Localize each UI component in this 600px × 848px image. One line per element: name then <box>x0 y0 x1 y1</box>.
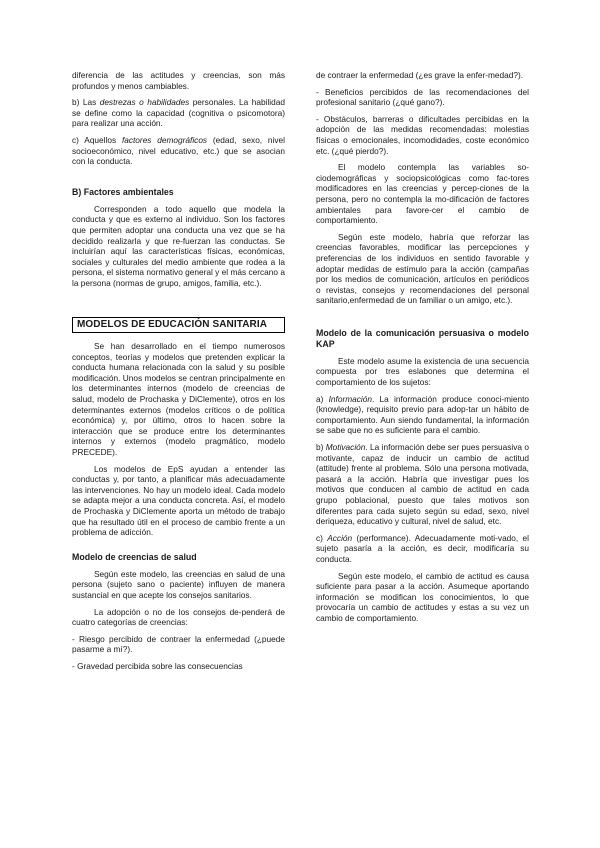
subheading-modelo-kap: Modelo de la comunicación persuasiva o modelo KAP <box>316 327 529 349</box>
paragraph: b) Las destrezas o habilidades personales. La habilidad se define como la capacidad (cognitiva o psicomotora) para realizar una acción. <box>72 97 285 129</box>
paragraph: Según este modelo, las creencias en salud de una persona (sujeto sano o paciente) influyen de manera sustancial en que acepte los consejos sanitarios. <box>72 568 285 600</box>
paragraph: diferencia de las actitudes y creencias, son más profundos y menos cambiables. <box>72 70 285 91</box>
list-item: - Gravedad percibida sobre las consecuencias <box>72 660 243 671</box>
paragraph: Corresponden a todo aquello que modela la conducta y que es externo al individuo. Son los factores que permiten adoptar una conducta una vez que se ha decidido realizarla y que re-fuerzan las conductas. Se incluirían aquí las características físicas, económicas, sociales y culturales del medio ambiente que rodea a la persona, el sistema normativo general y el más cercano a la persona (normas de grupo, amigos, familia, etc.). <box>72 203 285 288</box>
paragraph: Según este modelo, habría que reforzar las creencias favorables, modificar las percepciones y preferencias de los individuos en sentido favorable y adoptar medidas de estímulo para la acción (campañas por los medios de comunicación, artículos en periódicos o revistas, consejos y recomendaciones del personal sanitario,enfermedad de un familiar o un amigo, etc.). <box>316 231 529 306</box>
paragraph: b) Motivación. La información debe ser pues persuasiva o motivante, capaz de inducir un cambio de actitud (attitude) frente al problema. Sólo una persona motivada, pasará a la acción. Habría que investigar pues los motivos que conducen al cambio de actitud en cada grupo poblacional, puesto que tales motivos son diferentes para cada sujeto según su edad, sexo, nivel deriqueza, educativo y cultural, nivel de salud, etc. <box>316 442 529 527</box>
paragraph: Este modelo asume la existencia de una secuencia compuesta por tres eslabones que determina el comportamiento de los sujetos: <box>316 355 529 388</box>
paragraph: Según este modelo, el cambio de actitud es causa suficiente para pasar a la acción. Asumeque aportando información se modifican los conocimientos, lo que provocaría un cambio de actitudes y estas a su vez un cambio de comportamiento. <box>316 570 529 623</box>
left-column <box>72 70 285 678</box>
subheading-creencias-salud: Modelo de creencias de salud <box>72 551 197 562</box>
paragraph: La adopción o no de los consejos de-penderá de cuatro categorías de creencias: <box>72 606 285 628</box>
list-item: - Obstáculos, barreras o dificultades percibidas en la adopción de las medidas recomendadas: molestias físicas o emocionales, incomodidades, coste económico etc. (¿qué pierdo?). <box>316 113 529 156</box>
paragraph: c) Aquellos factores demográficos (edad, sexo, nivel socioeconómico, nivel educativo, etc.) que se asocian con la conducta. <box>72 134 285 167</box>
subheading-factores-ambientales: B) Factores ambientales <box>72 186 174 197</box>
paragraph: a) Información. La información produce conoci-miento (knowledge), requisito previo para adop-tar un hábito de comportamiento. Aun siendo fundamental, la información se sabe que no es suficiente para el cambio. <box>316 393 529 436</box>
list-item: - Beneficios percibidos de las recomendaciones del profesional sanitario (¿qué gano?). <box>316 86 529 108</box>
paragraph: El modelo contempla las variables so-ciodemográficas y sociopsicológicas como fac-tores modificadores en las creencias y percep-ciones de la persona, pero no contempla la mo-dificación de factores ambientales para favore-cer el cambio de comportamiento. <box>316 162 529 226</box>
list-item: - Riesgo percibido de contraer la enfermedad (¿puede pasarme a mí?). <box>72 633 285 655</box>
paragraph: Los modelos de EpS ayudan a entender las conductas y, por tanto, a planificar más adecuadamente las intervenciones. No hay un modelo ideal. Cada modelo se adapta mejor a una conducta concreta. Así, el modelo de Prochaska y DiClemente aporta un método de trabajo que ha resultado útil en el proceso de cambio frente a un problema de adicción. <box>72 463 285 538</box>
paragraph: de contraer la enfermedad (¿es grave la enfer-medad?). <box>316 70 524 80</box>
paragraph: c) Acción (performance). Adecuadamente moti-vado, el sujeto pasaría a la acción, es decir, modificaría su conducta. <box>316 532 529 564</box>
section-title: MODELOS DE EDUCACIÓN SANITARIA <box>72 317 285 334</box>
right-column <box>316 70 529 630</box>
paragraph: Se han desarrollado en el tiempo numerosos conceptos, teorías y modelos que pretenden explicar la conducta humana relacionada con la salud y su posible modificación. Unos modelos se centran principalmente en los determinantes internos (modelo de creencias de salud, modelo de Prochaska y DiClemente), otros en los determinantes externos (modelos críticos o de política económica) y, por último, otros lo hacen sobre la interacción que se produce entre los determinantes internos y externos (modelo pragmático, modelo PRECEDE). <box>72 341 285 458</box>
